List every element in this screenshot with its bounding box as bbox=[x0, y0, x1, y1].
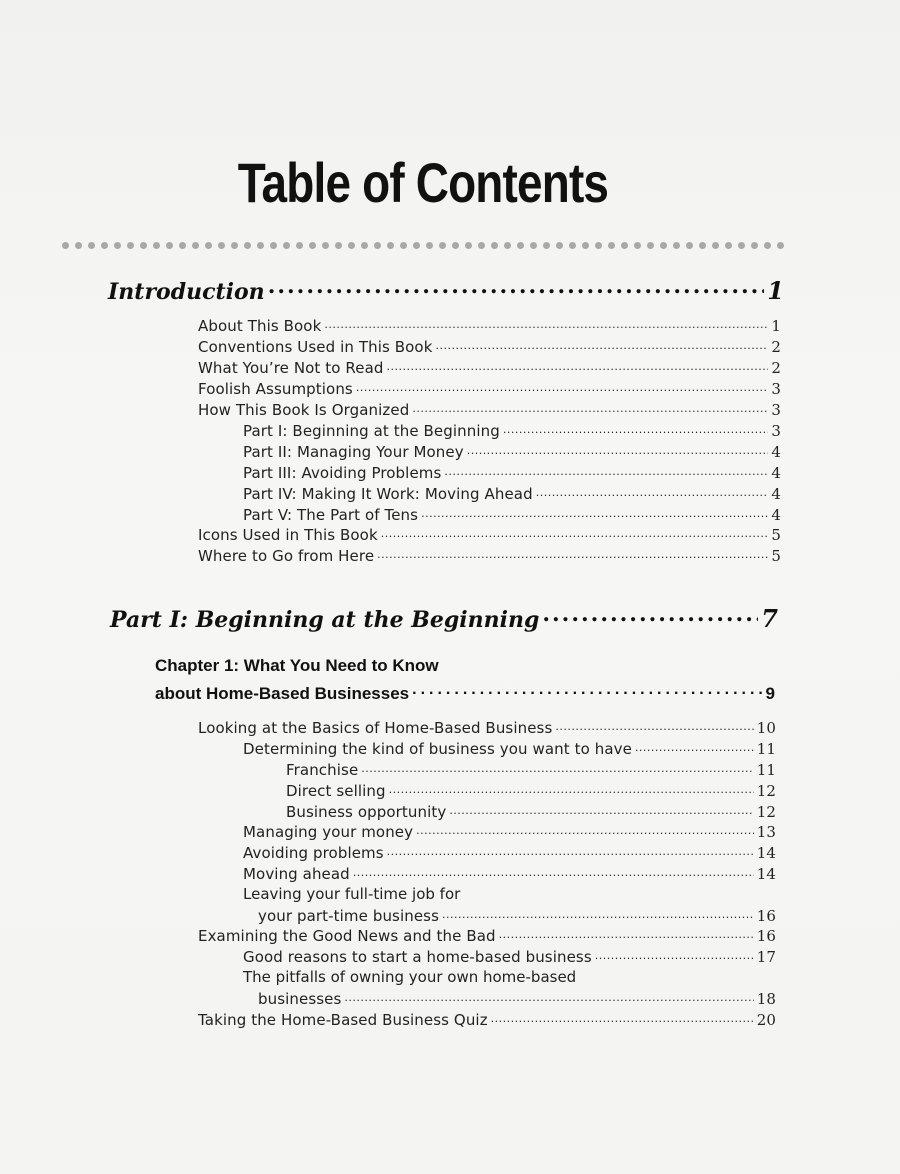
divider-dot bbox=[621, 242, 628, 249]
entry-label: Taking the Home-Based Business Quiz bbox=[198, 1011, 488, 1029]
divider-dot bbox=[244, 242, 251, 249]
entry-label: Part I: Beginning at the Beginning bbox=[110, 607, 540, 633]
entry-page: 3 bbox=[771, 380, 781, 398]
dot-leader bbox=[412, 682, 762, 699]
toc-entry[interactable] bbox=[198, 316, 781, 335]
divider-dot bbox=[426, 242, 433, 249]
entry-label: businesses bbox=[258, 990, 342, 1008]
dotted-divider bbox=[62, 236, 792, 248]
toc-entry[interactable] bbox=[243, 463, 781, 482]
entry-page: 18 bbox=[756, 990, 776, 1008]
divider-dot bbox=[374, 242, 381, 249]
divider-dot bbox=[218, 242, 225, 249]
divider-dot bbox=[543, 242, 550, 249]
entry-label: Introduction bbox=[108, 279, 265, 305]
dot-leader bbox=[436, 337, 769, 352]
divider-dot bbox=[257, 242, 264, 249]
entry-page: 5 bbox=[771, 547, 781, 565]
divider-dot bbox=[270, 242, 277, 249]
entry-label: Icons Used in This Book bbox=[198, 526, 378, 544]
entry-page: 4 bbox=[771, 464, 781, 482]
entry-label: Part IV: Making It Work: Moving Ahead bbox=[243, 485, 533, 503]
divider-dot bbox=[322, 242, 329, 249]
toc-entry[interactable] bbox=[243, 947, 776, 966]
divider-dot bbox=[62, 242, 69, 249]
entry-page: 17 bbox=[756, 948, 776, 966]
dot-leader bbox=[503, 421, 768, 436]
entry-page: 3 bbox=[771, 401, 781, 419]
entry-page: 11 bbox=[756, 740, 776, 758]
entry-label: Franchise bbox=[286, 761, 359, 779]
dot-leader bbox=[595, 947, 754, 962]
divider-dot bbox=[127, 242, 134, 249]
divider-dot bbox=[673, 242, 680, 249]
divider-dot bbox=[179, 242, 186, 249]
divider-dot bbox=[608, 242, 615, 249]
dot-leader bbox=[353, 864, 754, 879]
toc-entry[interactable] bbox=[198, 525, 781, 544]
dot-leader bbox=[387, 843, 754, 858]
toc-entry[interactable] bbox=[286, 781, 776, 800]
divider-dot bbox=[75, 242, 82, 249]
entry-page: 2 bbox=[771, 338, 781, 356]
toc-entry[interactable] bbox=[198, 337, 781, 356]
toc-entry[interactable] bbox=[198, 718, 776, 737]
entry-label: How This Book Is Organized bbox=[198, 401, 410, 419]
dot-leader bbox=[324, 316, 768, 331]
divider-dot bbox=[478, 242, 485, 249]
toc-entry[interactable] bbox=[243, 864, 776, 883]
divider-dot bbox=[530, 242, 537, 249]
divider-dot bbox=[634, 242, 641, 249]
entry-page: 14 bbox=[756, 844, 776, 862]
toc-entry[interactable] bbox=[198, 546, 781, 565]
divider-dot bbox=[361, 242, 368, 249]
entry-page: 3 bbox=[771, 422, 781, 440]
entry-label: Avoiding problems bbox=[243, 844, 384, 862]
entry-label: Foolish Assumptions bbox=[198, 380, 353, 398]
dot-leader bbox=[344, 989, 753, 1004]
divider-dot bbox=[660, 242, 667, 249]
divider-dot bbox=[348, 242, 355, 249]
divider-dot bbox=[569, 242, 576, 249]
entry-page: 1 bbox=[767, 276, 784, 305]
toc-entry[interactable] bbox=[243, 822, 776, 841]
toc-entry-chapter-1[interactable] bbox=[155, 682, 775, 704]
entry-page: 4 bbox=[771, 506, 781, 524]
divider-dot bbox=[517, 242, 524, 249]
entry-page: 4 bbox=[771, 443, 781, 461]
entry-page: 16 bbox=[756, 907, 776, 925]
entry-label: Examining the Good News and the Bad bbox=[198, 927, 496, 945]
toc-entry[interactable] bbox=[198, 358, 781, 377]
divider-dot bbox=[647, 242, 654, 249]
divider-dot bbox=[725, 242, 732, 249]
entry-label: About This Book bbox=[198, 317, 322, 335]
divider-dot bbox=[777, 242, 784, 249]
toc-entry[interactable] bbox=[243, 421, 781, 440]
divider-dot bbox=[205, 242, 212, 249]
toc-entry[interactable] bbox=[198, 379, 781, 398]
entry-label: Business opportunity bbox=[286, 803, 447, 821]
dot-leader bbox=[356, 379, 768, 394]
toc-entry[interactable] bbox=[198, 400, 781, 419]
dot-leader bbox=[449, 802, 753, 817]
entry-page: 7 bbox=[761, 604, 778, 633]
divider-dot bbox=[491, 242, 498, 249]
divider-dot bbox=[452, 242, 459, 249]
entry-page: 5 bbox=[771, 526, 781, 544]
toc-entry-wrap-line: Leaving your full-time job for bbox=[243, 885, 461, 903]
dot-leader bbox=[542, 605, 758, 627]
divider-dot bbox=[413, 242, 420, 249]
dot-leader bbox=[416, 822, 754, 837]
divider-dot bbox=[387, 242, 394, 249]
entry-label: Good reasons to start a home-based business bbox=[243, 948, 592, 966]
entry-label: Part I: Beginning at the Beginning bbox=[243, 422, 500, 440]
divider-dot bbox=[296, 242, 303, 249]
entry-page: 4 bbox=[771, 485, 781, 503]
divider-dot bbox=[114, 242, 121, 249]
toc-entry-part-1[interactable] bbox=[110, 604, 778, 633]
entry-page: 16 bbox=[756, 927, 776, 945]
divider-dot bbox=[283, 242, 290, 249]
dot-leader bbox=[381, 525, 769, 540]
chapter-1-title-line: Chapter 1: What You Need to Know bbox=[155, 656, 439, 675]
entry-page: 11 bbox=[756, 761, 776, 779]
entry-label: Where to Go from Here bbox=[198, 547, 375, 565]
divider-dot bbox=[582, 242, 589, 249]
toc-entry[interactable] bbox=[243, 505, 781, 524]
divider-dot bbox=[751, 242, 758, 249]
entry-label: about Home-Based Businesses bbox=[155, 684, 410, 703]
entry-label: Managing your money bbox=[243, 823, 414, 841]
divider-dot bbox=[192, 242, 199, 249]
divider-dot bbox=[101, 242, 108, 249]
divider-dot bbox=[309, 242, 316, 249]
entry-page: 20 bbox=[756, 1011, 776, 1029]
entry-label: Direct selling bbox=[286, 782, 386, 800]
entry-page: 9 bbox=[765, 684, 775, 703]
toc-entry-wrap-line: The pitfalls of owning your own home-based bbox=[243, 968, 577, 986]
divider-dot bbox=[764, 242, 771, 249]
divider-dot bbox=[400, 242, 407, 249]
entry-label: Part V: The Part of Tens bbox=[243, 506, 419, 524]
dot-leader bbox=[412, 400, 768, 415]
page-title: Table of Contents bbox=[237, 151, 609, 214]
toc-entry[interactable] bbox=[243, 739, 776, 758]
entry-label: Part III: Avoiding Problems bbox=[243, 464, 442, 482]
entry-page: 14 bbox=[756, 865, 776, 883]
divider-dot bbox=[738, 242, 745, 249]
toc-entry[interactable] bbox=[258, 906, 776, 925]
divider-dot bbox=[439, 242, 446, 249]
dot-leader bbox=[387, 358, 769, 373]
divider-dot bbox=[556, 242, 563, 249]
entry-page: 10 bbox=[756, 719, 776, 737]
toc-entry[interactable] bbox=[243, 484, 781, 503]
divider-dot bbox=[712, 242, 719, 249]
divider-dot bbox=[465, 242, 472, 249]
dot-leader bbox=[444, 463, 768, 478]
entry-label: your part-time business bbox=[258, 907, 440, 925]
dot-leader bbox=[467, 442, 769, 457]
toc-entry-introduction[interactable] bbox=[108, 276, 784, 305]
dot-leader bbox=[389, 781, 754, 796]
entry-label: Part II: Managing Your Money bbox=[243, 443, 464, 461]
divider-dot bbox=[231, 242, 238, 249]
toc-entry[interactable] bbox=[243, 843, 776, 862]
dot-leader bbox=[361, 760, 753, 775]
divider-dot bbox=[686, 242, 693, 249]
entry-label: Looking at the Basics of Home-Based Business bbox=[198, 719, 553, 737]
toc-entry[interactable] bbox=[243, 442, 781, 461]
entry-label: Moving ahead bbox=[243, 865, 350, 883]
entry-page: 12 bbox=[756, 782, 776, 800]
dot-leader bbox=[421, 505, 768, 520]
divider-dot bbox=[153, 242, 160, 249]
toc-entry[interactable] bbox=[286, 802, 776, 821]
entry-page: 2 bbox=[771, 359, 781, 377]
divider-dot bbox=[699, 242, 706, 249]
dot-leader bbox=[442, 906, 754, 921]
divider-dot bbox=[140, 242, 147, 249]
entry-label: Determining the kind of business you want to have bbox=[243, 740, 632, 758]
toc-entry[interactable] bbox=[258, 989, 776, 1008]
divider-dot bbox=[595, 242, 602, 249]
toc-entry[interactable] bbox=[198, 926, 776, 945]
dot-leader bbox=[555, 718, 753, 733]
dot-leader bbox=[268, 277, 765, 299]
divider-dot bbox=[166, 242, 173, 249]
dot-leader bbox=[377, 546, 768, 561]
dot-leader bbox=[635, 739, 754, 754]
divider-dot bbox=[504, 242, 511, 249]
entry-label: Conventions Used in This Book bbox=[198, 338, 433, 356]
dot-leader bbox=[536, 484, 769, 499]
divider-dot bbox=[88, 242, 95, 249]
toc-entry[interactable] bbox=[198, 1010, 776, 1029]
entry-label: What You’re Not to Read bbox=[198, 359, 384, 377]
toc-entry[interactable] bbox=[286, 760, 776, 779]
divider-dot bbox=[335, 242, 342, 249]
dot-leader bbox=[491, 1010, 754, 1025]
entry-page: 13 bbox=[756, 823, 776, 841]
entry-page: 1 bbox=[771, 317, 781, 335]
entry-page: 12 bbox=[756, 803, 776, 821]
dot-leader bbox=[499, 926, 754, 941]
